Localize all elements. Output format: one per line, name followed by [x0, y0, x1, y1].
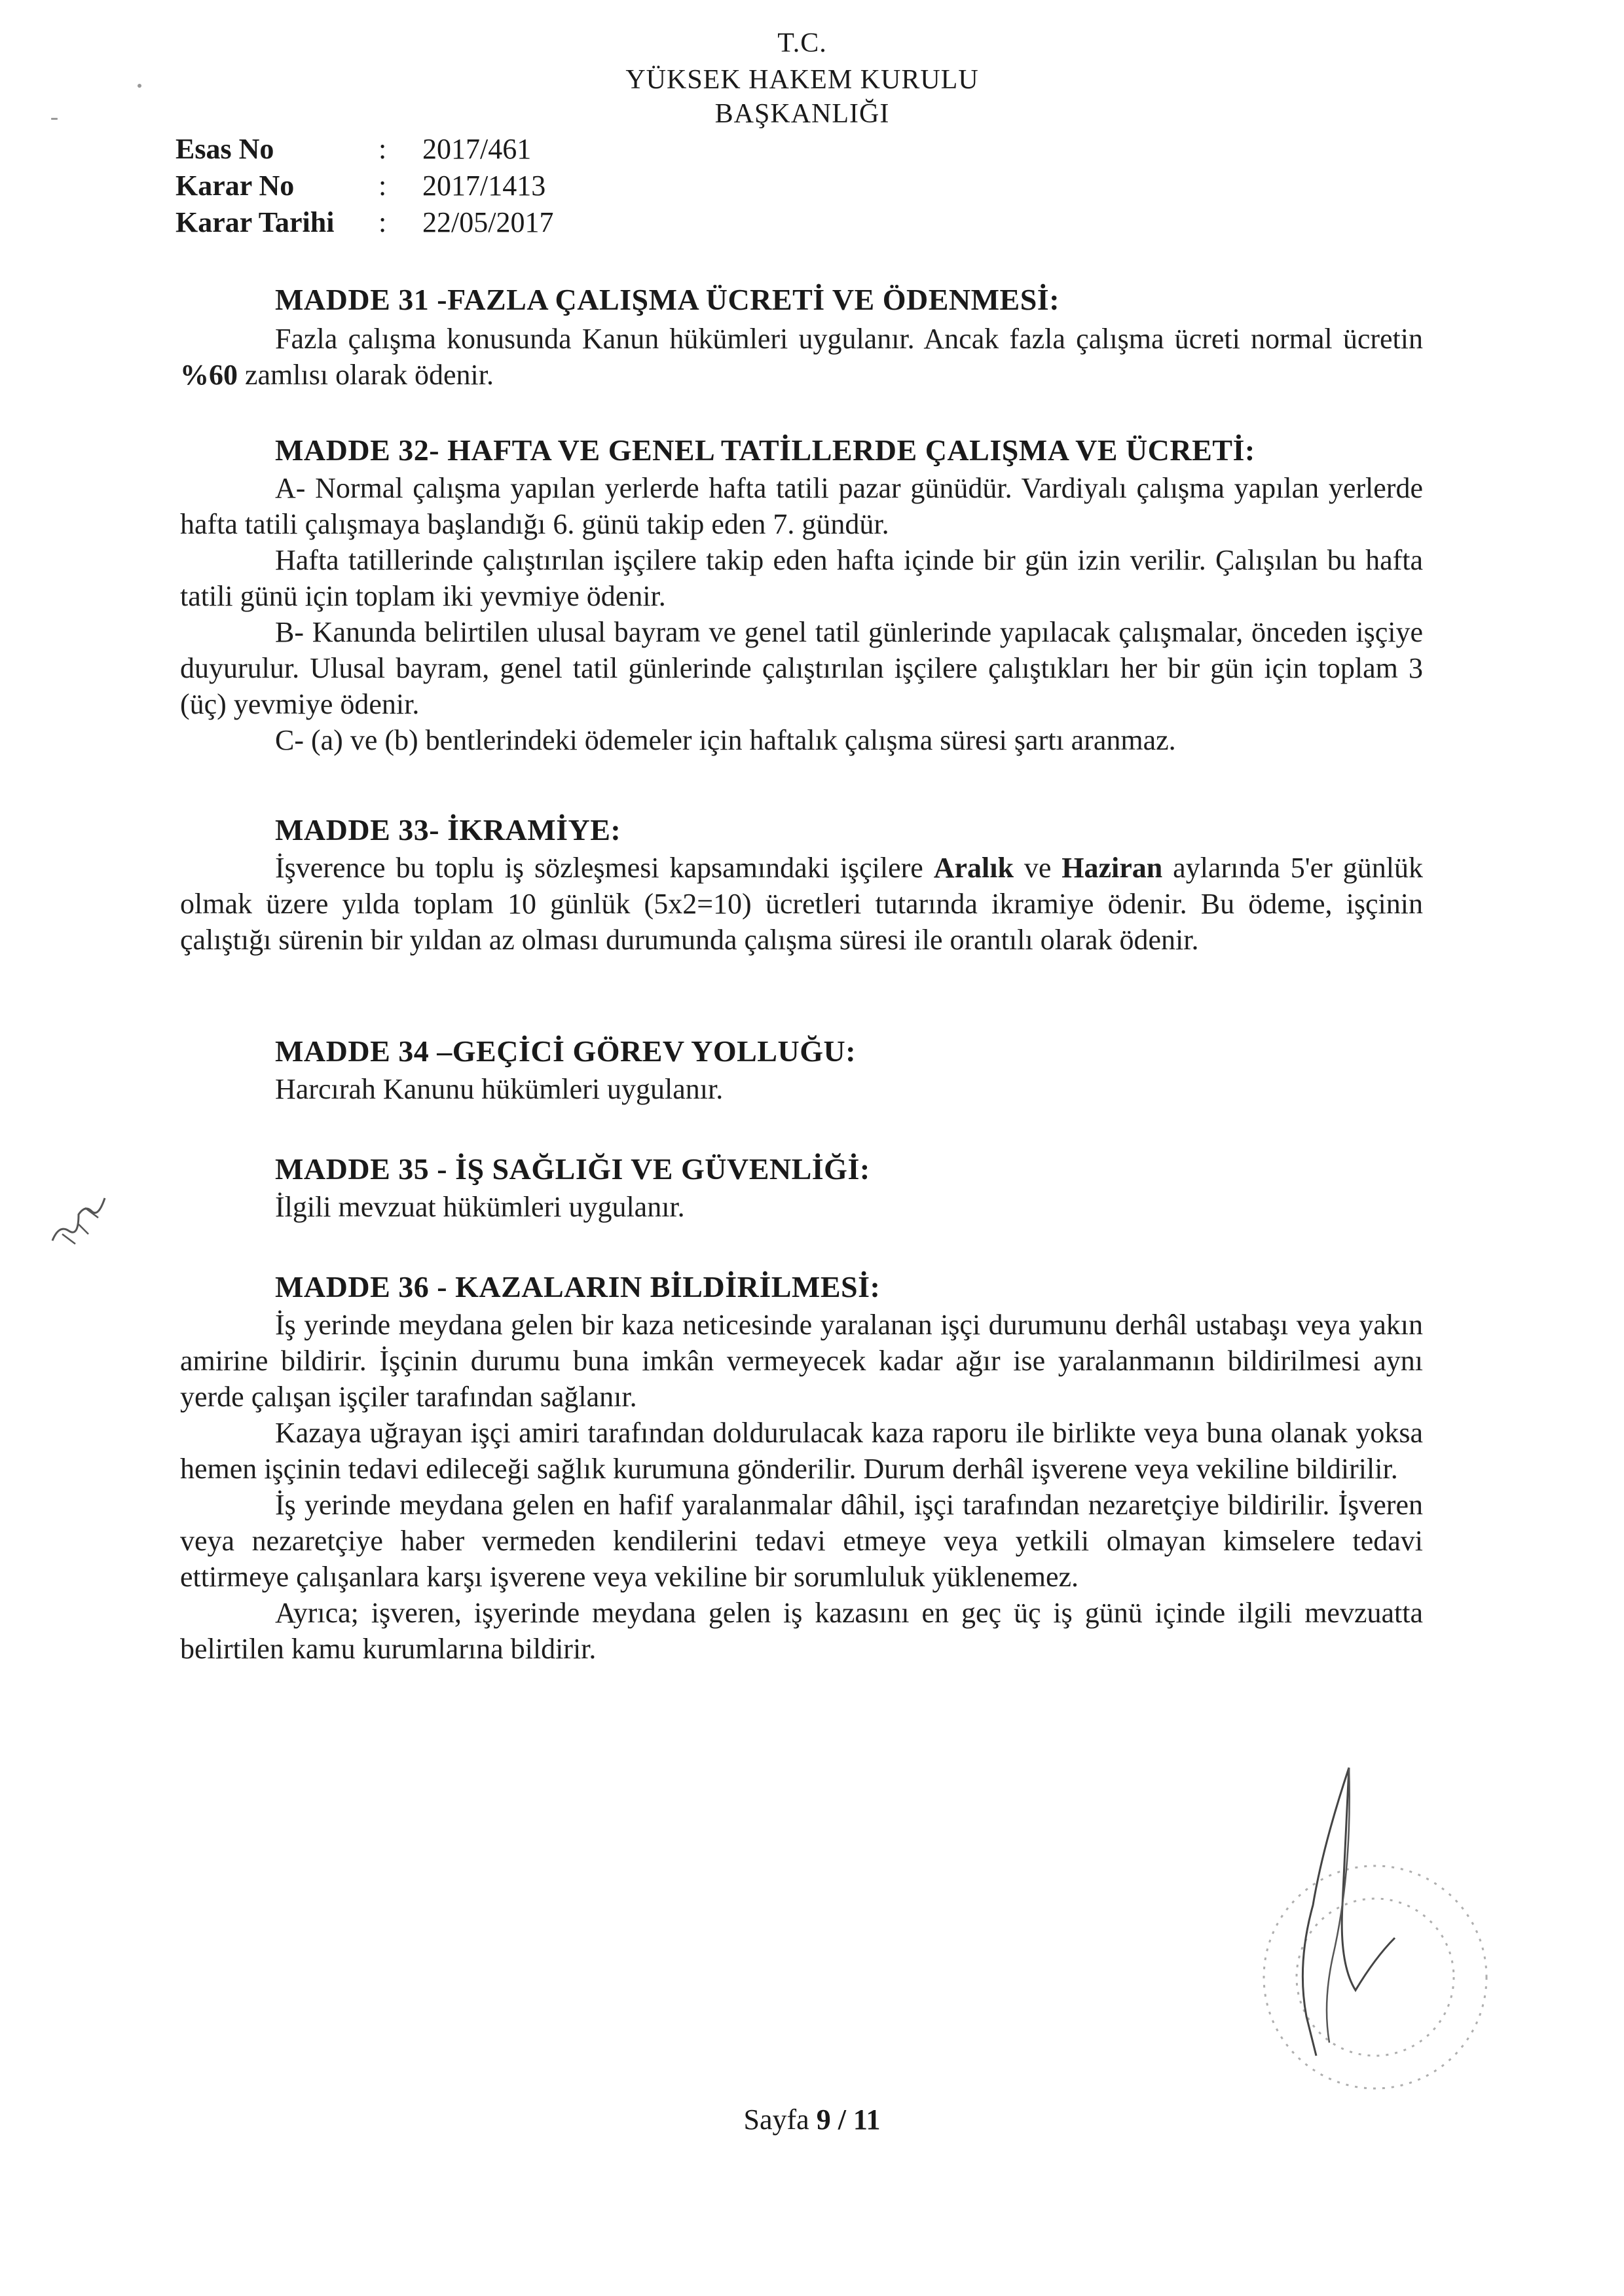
text-run: İşverence bu toplu iş sözleşmesi kapsamındaki işçilere: [275, 852, 934, 884]
meta-colon: :: [378, 133, 387, 165]
page-total: 11: [853, 2104, 881, 2136]
article-36-paragraph-4: Ayrıca; işveren, işyerinde meydana gelen iş kazasını en geç üç iş günü içinde ilgili mevzuatta belirtilen kamu kurumlarına bildirir.: [180, 1597, 1423, 1665]
article-31-body: [180, 321, 1423, 393]
page-prefix: Sayfa: [743, 2104, 817, 2136]
meta-value-karar: 2017/1413: [422, 170, 546, 202]
month-aralik: Aralık: [933, 852, 1014, 884]
article-31-paragraph: [180, 321, 1423, 393]
article-32-paragraph-weekly: Hafta tatillerinde çalıştırılan işçilere takip eden hafta içinde bir gün izin verilir. Çalışılan bu hafta tatili günü için toplam iki yevmiye ödenir.: [180, 544, 1423, 612]
page-current: 9: [816, 2104, 831, 2136]
article-33-title: MADDE 33- İKRAMİYE:: [275, 813, 621, 847]
meta-value-esas: 2017/461: [422, 133, 532, 165]
article-36-title: MADDE 36 - KAZALARIN BİLDİRİLMESİ:: [275, 1270, 881, 1303]
article-32-body: [180, 470, 1423, 758]
text-run: aylarında 5'er günlük olmak üzere yılda toplam 10 günlük (5x2=10) ücretleri tutarında ikramiye ödenir. Bu ödeme, işçinin çalıştığı sürenin bir yıldan az olması durumunda çalışma süresi ile orantılı olarak ödenir.: [180, 852, 1423, 956]
article-31-title: MADDE 31 -FAZLA ÇALIŞMA ÜCRETİ VE ÖDENMESİ:: [275, 283, 1060, 316]
article-32-title: MADDE 32- HAFTA VE GENEL TATİLLERDE ÇALIŞMA VE ÜCRETİ:: [275, 433, 1255, 467]
meta-label-esas: Esas No: [175, 133, 274, 165]
header-institution: YÜKSEK HAKEM KURULU: [625, 65, 979, 95]
text-run: Fazla çalışma konusunda Kanun hükümleri uygulanır. Ancak fazla çalışma ücreti normal ücretin: [275, 323, 1423, 355]
meta-label-karar-tarihi: Karar Tarihi: [175, 206, 335, 238]
article-32-paragraph-c: C- (a) ve (b) bentlerindeki ödemeler için haftalık çalışma süresi şartı aranmaz.: [275, 724, 1176, 756]
meta-colon: :: [378, 170, 387, 202]
article-35-body: İlgili mevzuat hükümleri uygulanır.: [275, 1191, 685, 1223]
article-35-title: MADDE 35 - İŞ SAĞLIĞI VE GÜVENLİĞİ:: [275, 1152, 870, 1186]
meta-colon: :: [378, 206, 387, 238]
article-33-paragraph: [180, 850, 1423, 958]
article-36-paragraph-2: Kazaya uğrayan işçi amiri tarafından doldurulacak kaza raporu ile birlikte veya buna olanak yoksa hemen işçinin tedavi edileceği sağlık kurumuna gönderilir. Durum derhâl işverene veya vekiline bildirilir.: [180, 1417, 1423, 1485]
month-haziran: Haziran: [1061, 852, 1163, 884]
text-run: zamlısı olarak ödenir.: [238, 359, 494, 391]
meta-label-karar: Karar No: [175, 170, 295, 202]
page-separator: /: [830, 2104, 853, 2136]
page-number: [0, 2103, 1624, 2137]
text-run: ve: [1013, 852, 1062, 884]
article-33-body: [180, 850, 1423, 958]
article-32-paragraph-b: B- Kanunda belirtilen ulusal bayram ve genel tatil günlerinde yapılacak çalışmalar, önceden işçiye duyurulur. Ulusal bayram, genel tatil günlerinde çalıştırılan işçilere çalıştıkları her bir gün için toplam 3 (üç) yevmiye ödenir.: [180, 616, 1423, 720]
header-office: BAŞKANLIĞI: [714, 99, 890, 129]
article-36-paragraph-3: İş yerinde meydana gelen en hafif yaralanmalar dâhil, işçi tarafından nezaretçiye bildirilir. İşveren veya nezaretçiye haber vermeden kendilerini tedavi etmeye veya yetkili olmayan kimselere tedavi ettirmeye çalışanlara karşı işverene veya vekiline bir sorumluluk yüklenemez.: [180, 1489, 1423, 1593]
article-34-body: Harcırah Kanunu hükümleri uygulanır.: [275, 1073, 724, 1105]
overtime-rate: %60: [180, 359, 238, 391]
article-34-title: MADDE 34 –GEÇİCİ GÖREV YOLLUĞU:: [275, 1034, 857, 1068]
article-36-paragraph-1: İş yerinde meydana gelen bir kaza neticesinde yaralanan işçi durumunu derhâl ustabaşı veya yakın amirine bildirir. İşçinin durumu buna imkân vermeyecek kadar ağır ise yaralanmanın bildirilmesi aynı yerde çalışan işçiler tarafından sağlanır.: [180, 1309, 1423, 1413]
meta-value-karar-tarihi: 22/05/2017: [422, 206, 554, 238]
margin-initials-icon: [39, 1178, 118, 1257]
article-32-paragraph-a: A- Normal çalışma yapılan yerlerde hafta tatili pazar günüdür. Vardiyalı çalışma yapılan yerlerde hafta tatili çalışmaya başlandığı 6. günü takip eden 7. gündür.: [180, 472, 1423, 540]
article-36-body: [180, 1307, 1423, 1667]
header-tc: T.C.: [777, 28, 827, 58]
